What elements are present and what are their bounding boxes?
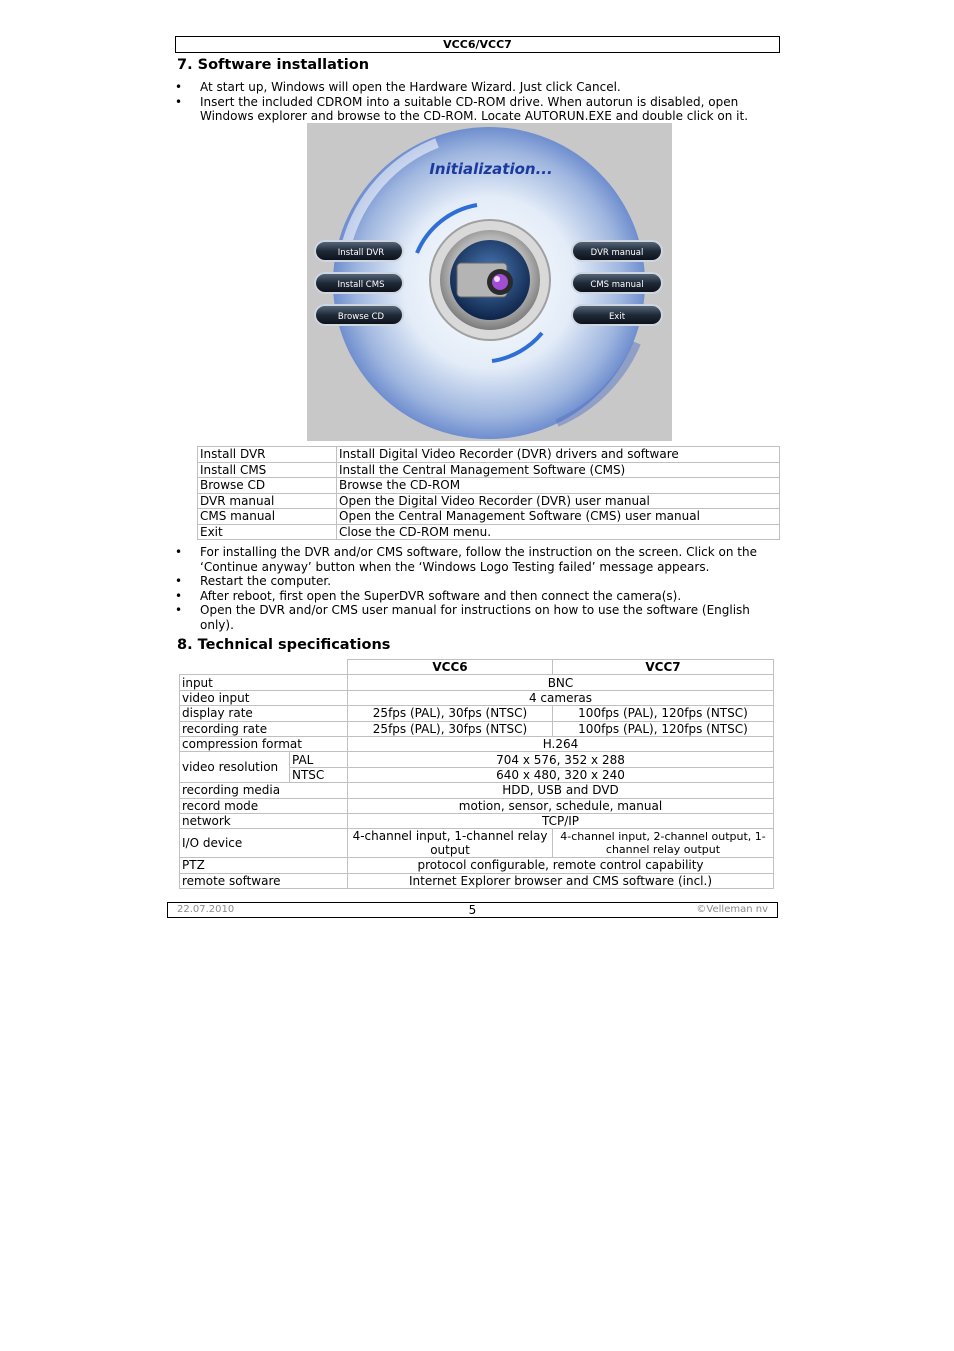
cd-menu-illustration	[307, 123, 672, 441]
table-cell: Exit	[198, 524, 337, 540]
list-item: • At start up, Windows will open the Hardware Wizard. Just click Cancel.	[175, 80, 775, 95]
row-value: TCP/IP	[348, 813, 774, 828]
table-row	[180, 858, 774, 873]
row-value: 704 x 576, 352 x 288	[348, 752, 774, 767]
row-label: remote software	[180, 873, 348, 888]
row-label: recording rate	[180, 721, 348, 736]
table-cell: Browse CD	[198, 478, 337, 494]
autorun-screenshot	[307, 123, 672, 441]
table-header-row	[180, 660, 774, 675]
section-7-heading: 7. Software installation	[177, 57, 370, 73]
table-row	[180, 675, 774, 690]
page-footer	[167, 902, 778, 918]
list-item: • For installing the DVR and/or CMS software, follow the instruction on the screen. Click on the ‘Continue anyway’ button when the ‘Windows Logo Testing failed’ message appears.	[175, 545, 775, 574]
table-row	[180, 752, 774, 767]
row-label: video resolution	[180, 752, 290, 783]
table-cell: DVR manual	[198, 493, 337, 509]
list-item: • Restart the computer.	[175, 574, 775, 589]
table-row	[180, 721, 774, 736]
footer-date: 22.07.2010	[177, 904, 235, 915]
row-value: protocol configurable, remote control capability	[348, 858, 774, 873]
row-label: recording media	[180, 783, 348, 798]
row-value-vcc6: 25fps (PAL), 30fps (NTSC)	[348, 721, 553, 736]
button-label: DVR manual	[590, 248, 644, 258]
button-label: Exit	[608, 312, 626, 322]
table-cell: Open the Digital Video Recorder (DVR) user manual	[337, 493, 780, 509]
row-label: network	[180, 813, 348, 828]
row-sublabel: NTSC	[290, 767, 348, 782]
row-label: display rate	[180, 706, 348, 721]
table-cell: Install CMS	[198, 462, 337, 478]
row-label: video input	[180, 690, 348, 705]
row-value: H.264	[348, 736, 774, 751]
row-label: PTZ	[180, 858, 348, 873]
list-item: • Insert the included CDROM into a suitable CD-ROM drive. When autorun is disabled, open Windows explorer and browse to the CD-ROM. Locate AUTORUN.EXE and double click on it.	[175, 95, 775, 124]
dvr-manual-button[interactable]	[572, 241, 662, 261]
footer-copyright: ©Velleman nv	[696, 904, 768, 915]
table-cell: Close the CD-ROM menu.	[337, 524, 780, 540]
list-item: • Open the DVR and/or CMS user manual for instructions on how to use the software (English only).	[175, 603, 775, 632]
install-cms-button[interactable]	[315, 273, 403, 293]
table-row	[180, 813, 774, 828]
table-row	[180, 706, 774, 721]
page-number: 5	[468, 903, 477, 917]
table-row	[198, 462, 780, 478]
row-value-vcc7: 100fps (PAL), 120fps (NTSC)	[553, 721, 774, 736]
button-label: CMS manual	[590, 280, 644, 290]
row-sublabel: PAL	[290, 752, 348, 767]
table-row	[180, 829, 774, 858]
row-value-vcc7: 100fps (PAL), 120fps (NTSC)	[553, 706, 774, 721]
cms-manual-button[interactable]	[572, 273, 662, 293]
screen-title: Initialization...	[429, 160, 553, 178]
table-row	[180, 736, 774, 751]
row-label: input	[180, 675, 348, 690]
browse-cd-button[interactable]	[315, 305, 403, 325]
table-cell: Install DVR	[198, 447, 337, 463]
button-label: Install DVR	[337, 248, 385, 258]
row-value: HDD, USB and DVD	[348, 783, 774, 798]
table-row	[180, 873, 774, 888]
post-install-steps-list	[175, 545, 775, 633]
table-cell: Install Digital Video Recorder (DVR) drivers and software	[337, 447, 780, 463]
row-value-vcc7: 4-channel input, 2-channel output, 1-channel relay output	[553, 829, 774, 858]
table-row	[198, 509, 780, 525]
table-row	[180, 690, 774, 705]
row-value: 4 cameras	[348, 690, 774, 705]
page-header: VCC6/VCC7	[175, 36, 780, 53]
table-row	[198, 524, 780, 540]
button-label: Browse CD	[337, 312, 385, 322]
row-value-vcc6: 4-channel input, 1-channel relay output	[348, 829, 553, 858]
table-cell: Install the Central Management Software (CMS)	[337, 462, 780, 478]
table-cell: CMS manual	[198, 509, 337, 525]
row-value: Internet Explorer browser and CMS software (incl.)	[348, 873, 774, 888]
row-label: I/O device	[180, 829, 348, 858]
table-row	[198, 493, 780, 509]
row-label: compression format	[180, 736, 348, 751]
section-8-heading: 8. Technical specifications	[177, 637, 391, 653]
row-value: 640 x 480, 320 x 240	[348, 767, 774, 782]
table-row	[180, 783, 774, 798]
table-row	[180, 798, 774, 813]
table-cell: Open the Central Management Software (CMS) user manual	[337, 509, 780, 525]
table-row	[198, 478, 780, 494]
install-dvr-button[interactable]	[315, 241, 403, 261]
row-value: BNC	[348, 675, 774, 690]
list-item: • After reboot, first open the SuperDVR software and then connect the camera(s).	[175, 589, 775, 604]
row-value-vcc6: 25fps (PAL), 30fps (NTSC)	[348, 706, 553, 721]
column-header-vcc6: VCC6	[348, 660, 553, 675]
row-label: record mode	[180, 798, 348, 813]
button-label: Install CMS	[337, 280, 385, 290]
row-value: motion, sensor, schedule, manual	[348, 798, 774, 813]
column-header-vcc7: VCC7	[553, 660, 774, 675]
table-cell: Browse the CD-ROM	[337, 478, 780, 494]
exit-button[interactable]	[572, 305, 662, 325]
install-steps-list	[175, 80, 775, 124]
menu-options-table	[197, 446, 780, 540]
table-row	[198, 447, 780, 463]
title-banner	[429, 160, 552, 178]
specifications-table	[179, 659, 774, 889]
